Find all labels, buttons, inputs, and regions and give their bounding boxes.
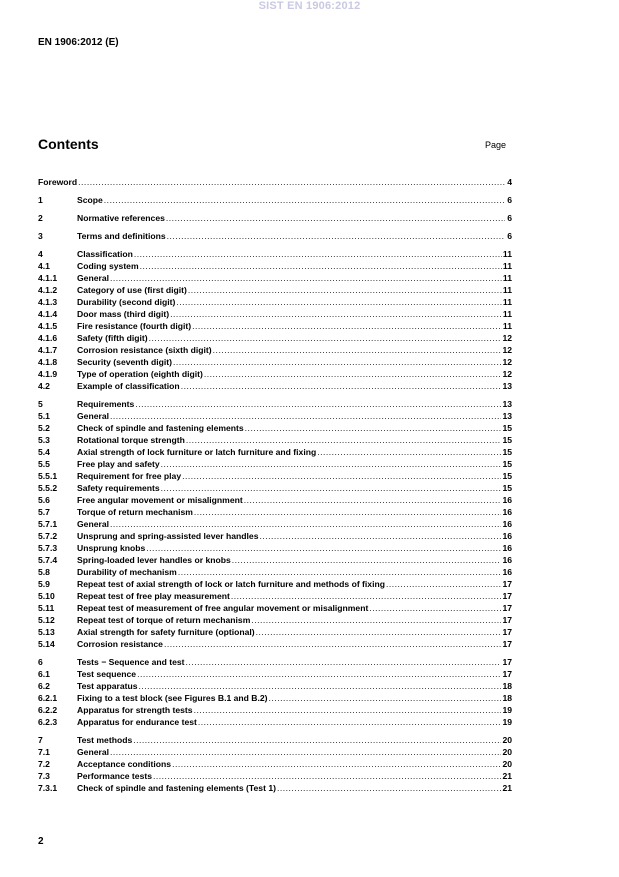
toc-dot-leader <box>369 602 501 614</box>
toc-entry[interactable] <box>38 626 512 638</box>
page-title: Contents <box>38 136 99 152</box>
toc-entry-page: 6 <box>507 195 512 205</box>
toc-entry-title: Free angular movement or misalignment <box>77 495 243 505</box>
toc-entry-number: 6.2 <box>38 681 50 691</box>
toc-entry[interactable] <box>38 230 512 242</box>
toc-entry-page: 19 <box>502 705 512 715</box>
toc-entry[interactable] <box>38 248 512 260</box>
toc-entry[interactable] <box>38 194 512 206</box>
toc-entry-number: 5.1 <box>38 411 50 421</box>
toc-entry-title: Repeat test of free play measurement <box>77 591 230 601</box>
toc-entry[interactable] <box>38 614 512 626</box>
toc-entry[interactable] <box>38 410 512 422</box>
toc-entry-page: 20 <box>502 759 512 769</box>
toc-entry-page: 17 <box>502 591 512 601</box>
toc-dot-leader <box>173 356 501 368</box>
toc-dot-leader <box>213 344 502 356</box>
toc-dot-leader <box>104 194 505 206</box>
toc-entry[interactable] <box>38 470 512 482</box>
toc-entry-number: 5.6 <box>38 495 50 505</box>
toc-dot-leader <box>386 578 501 590</box>
toc-entry-title: Safety (fifth digit) <box>77 333 148 343</box>
toc-entry[interactable] <box>38 212 512 224</box>
toc-entry[interactable] <box>38 398 512 410</box>
toc-entry[interactable] <box>38 734 512 746</box>
toc-entry-number: 5.5.2 <box>38 483 58 493</box>
toc-entry[interactable] <box>38 668 512 680</box>
toc-entry[interactable] <box>38 284 512 296</box>
toc-entry-page: 15 <box>502 483 512 493</box>
toc-dot-leader <box>135 398 501 410</box>
toc-entry[interactable] <box>38 380 512 392</box>
toc-entry-title: Test sequence <box>77 669 137 679</box>
toc-entry[interactable] <box>38 458 512 470</box>
toc-entry[interactable] <box>38 482 512 494</box>
toc-entry-title: Check of spindle and fastening elements <box>77 423 244 433</box>
toc-entry-number: 6.2.3 <box>38 717 58 727</box>
toc-dot-leader <box>194 506 502 518</box>
toc-entry[interactable] <box>38 542 512 554</box>
toc-entry-page: 17 <box>502 627 512 637</box>
toc-entry[interactable] <box>38 530 512 542</box>
toc-entry-title: Free play and safety <box>77 459 160 469</box>
toc-dot-leader <box>167 230 505 242</box>
toc-entry-page: 16 <box>502 567 512 577</box>
toc-entry-page: 11 <box>502 309 512 319</box>
toc-dot-leader <box>269 692 502 704</box>
toc-entry-number: 4.1.9 <box>38 369 58 379</box>
toc-entry-page: 21 <box>502 771 512 781</box>
toc-entry-page: 4 <box>507 177 512 187</box>
toc-dot-leader <box>78 176 505 188</box>
page-number: 2 <box>38 836 44 847</box>
toc-entry-number: 7.1 <box>38 747 50 757</box>
toc-entry[interactable] <box>38 782 512 794</box>
toc-entry[interactable] <box>38 332 512 344</box>
toc-entry-number: 5.7.2 <box>38 531 58 541</box>
toc-entry-page: 11 <box>502 273 512 283</box>
toc-dot-leader <box>134 248 502 260</box>
toc-dot-leader <box>137 668 501 680</box>
toc-entry-title: Repeat test of measurement of free angular movement or misalignment <box>77 603 369 613</box>
toc-entry-title: Normative references <box>77 213 165 223</box>
toc-entry[interactable] <box>38 344 512 356</box>
toc-entry-title: Scope <box>77 195 103 205</box>
toc-entry-page: 16 <box>502 507 512 517</box>
toc-entry-number: 5.7 <box>38 507 50 517</box>
toc-entry-number: 5.7.3 <box>38 543 58 553</box>
toc-entry[interactable] <box>38 716 512 728</box>
toc-entry[interactable] <box>38 692 512 704</box>
toc-entry[interactable] <box>38 494 512 506</box>
toc-dot-leader <box>153 770 501 782</box>
toc-dot-leader <box>170 308 502 320</box>
toc-entry-title: Terms and definitions <box>77 231 166 241</box>
toc-entry-number: 4 <box>38 249 43 259</box>
toc-entry-page: 17 <box>502 639 512 649</box>
toc-entry-number: 4.1.1 <box>38 273 58 283</box>
toc-entry-page: 12 <box>502 357 512 367</box>
toc-entry[interactable] <box>38 680 512 692</box>
toc-entry-number: 5.5.1 <box>38 471 58 481</box>
toc-dot-leader <box>277 782 501 794</box>
toc-dot-leader <box>188 284 502 296</box>
toc-dot-leader <box>232 554 502 566</box>
toc-dot-leader <box>198 716 502 728</box>
toc-entry-title: Door mass (third digit) <box>77 309 170 319</box>
toc-dot-leader <box>172 758 501 770</box>
toc-entry-number: 4.2 <box>38 381 50 391</box>
toc-entry-page: 17 <box>502 603 512 613</box>
toc-entry-title: Test methods <box>77 735 133 745</box>
toc-dot-leader <box>110 518 501 530</box>
toc-entry-title: Apparatus for strength tests <box>77 705 193 715</box>
toc-entry-number: 7.2 <box>38 759 50 769</box>
toc-dot-leader <box>110 410 501 422</box>
toc-entry-title: Type of operation (eighth digit) <box>77 369 203 379</box>
toc-dot-leader <box>244 494 502 506</box>
toc-entry-number: 7.3.1 <box>38 783 58 793</box>
toc-entry-page: 16 <box>502 519 512 529</box>
toc-entry-title: Repeat test of torque of return mechanism <box>77 615 251 625</box>
toc-entry-number: 6 <box>38 657 43 667</box>
toc-entry-number: 7 <box>38 735 43 745</box>
toc-dot-leader <box>245 422 502 434</box>
toc-entry[interactable] <box>38 554 512 566</box>
toc-entry[interactable] <box>38 770 512 782</box>
toc-dot-leader <box>186 434 502 446</box>
toc-dot-leader <box>110 746 501 758</box>
toc-entry-number: 4.1.6 <box>38 333 58 343</box>
toc-entry-number: 5.14 <box>38 639 55 649</box>
toc-entry[interactable] <box>38 176 512 188</box>
toc-entry-title: Requirements <box>77 399 135 409</box>
toc-entry[interactable] <box>38 506 512 518</box>
toc-entry[interactable] <box>38 308 512 320</box>
toc-entry-number: 5.5 <box>38 459 50 469</box>
toc-dot-leader <box>182 470 501 482</box>
toc-entry[interactable] <box>38 758 512 770</box>
toc-dot-leader <box>140 260 502 272</box>
toc-entry[interactable] <box>38 656 512 668</box>
toc-entry-page: 16 <box>502 495 512 505</box>
toc-entry-number: 5.9 <box>38 579 50 589</box>
toc-entry-page: 16 <box>502 531 512 541</box>
toc-dot-leader <box>192 320 502 332</box>
toc-dot-leader <box>231 590 502 602</box>
toc-dot-leader <box>251 614 501 626</box>
toc-entry[interactable] <box>38 260 512 272</box>
toc-dot-leader <box>176 296 502 308</box>
toc-entry-page: 18 <box>502 681 512 691</box>
toc-entry[interactable] <box>38 446 512 458</box>
toc-entry-number: 5.8 <box>38 567 50 577</box>
toc-entry-title: Corrosion resistance <box>77 639 163 649</box>
toc-entry-page: 20 <box>502 747 512 757</box>
toc-entry-title: General <box>77 273 110 283</box>
toc-dot-leader <box>178 566 502 578</box>
toc-entry-title: Axial strength of lock furniture or latch furniture and fixing <box>77 447 317 457</box>
toc-entry-title: Fixing to a test block (see Figures B.1 and B.2) <box>77 693 268 703</box>
toc-entry-page: 12 <box>502 345 512 355</box>
toc-entry-page: 15 <box>502 447 512 457</box>
toc-entry[interactable] <box>38 296 512 308</box>
toc-entry-number: 4.1.2 <box>38 285 58 295</box>
toc-entry-page: 17 <box>502 579 512 589</box>
toc-entry-page: 12 <box>502 369 512 379</box>
toc-entry-title: Acceptance conditions <box>77 759 172 769</box>
toc-entry[interactable] <box>38 746 512 758</box>
page-column-label: Page <box>485 140 507 150</box>
toc-entry[interactable] <box>38 602 512 614</box>
toc-entry-page: 17 <box>502 669 512 679</box>
toc-entry-number: 5.13 <box>38 627 55 637</box>
toc-entry-page: 15 <box>502 471 512 481</box>
toc-entry-title: Rotational torque strength <box>77 435 185 445</box>
toc-entry-number: 7.3 <box>38 771 50 781</box>
toc-entry-number: 5.7.1 <box>38 519 58 529</box>
toc-entry-number: 4.1.5 <box>38 321 58 331</box>
toc-entry[interactable] <box>38 368 512 380</box>
toc-entry-number: 4.1.7 <box>38 345 58 355</box>
toc-entry-number: 5.10 <box>38 591 55 601</box>
toc-entry-number: 5.7.4 <box>38 555 58 565</box>
toc-entry-number: 4.1.4 <box>38 309 58 319</box>
toc-entry-page: 6 <box>507 231 512 241</box>
document-id: EN 1906:2012 (E) <box>38 37 119 48</box>
toc-dot-leader <box>146 542 501 554</box>
toc-entry-number: 5.2 <box>38 423 50 433</box>
toc-entry-number: 5.3 <box>38 435 50 445</box>
toc-dot-leader <box>181 380 502 392</box>
toc-entry-page: 15 <box>502 435 512 445</box>
toc-dot-leader <box>161 482 502 494</box>
toc-entry-title: Repeat test of axial strength of lock or latch furniture and methods of fixing <box>77 579 385 589</box>
toc-dot-leader <box>256 626 502 638</box>
toc-entry-page: 21 <box>502 783 512 793</box>
toc-entry-title: Apparatus for endurance test <box>77 717 197 727</box>
toc-entry-title: Foreword <box>38 177 78 187</box>
toc-entry-title: General <box>77 747 110 757</box>
toc-entry-page: 11 <box>502 249 512 259</box>
toc-entry[interactable] <box>38 590 512 602</box>
toc-entry-number: 4.1.8 <box>38 357 58 367</box>
toc-entry-title: Corrosion resistance (sixth digit) <box>77 345 212 355</box>
toc-entry-page: 19 <box>502 717 512 727</box>
toc-entry-title: Performance tests <box>77 771 152 781</box>
toc-entry-page: 13 <box>502 381 512 391</box>
toc-entry[interactable] <box>38 356 512 368</box>
toc-dot-leader <box>166 212 505 224</box>
watermark: SIST EN 1906:2012 <box>258 0 361 12</box>
toc-entry-title: General <box>77 411 110 421</box>
toc-entry-title: Fire resistance (fourth digit) <box>77 321 192 331</box>
toc-dot-leader <box>317 446 501 458</box>
toc-entry-title: General <box>77 519 110 529</box>
toc-entry-page: 15 <box>502 459 512 469</box>
toc-entry-number: 5 <box>38 399 43 409</box>
toc-entry-number: 5.4 <box>38 447 50 457</box>
toc-entry-title: Unsprung and spring-assisted lever handles <box>77 531 259 541</box>
toc-entry-page: 13 <box>502 411 512 421</box>
toc-entry-page: 11 <box>502 321 512 331</box>
toc-entry-number: 3 <box>38 231 43 241</box>
table-of-contents <box>38 176 512 794</box>
toc-entry-title: Coding system <box>77 261 139 271</box>
toc-entry-number: 6.1 <box>38 669 50 679</box>
toc-entry-title: Requirement for free play <box>77 471 182 481</box>
toc-entry-title: Classification <box>77 249 133 259</box>
toc-entry[interactable] <box>38 518 512 530</box>
toc-dot-leader <box>161 458 502 470</box>
toc-entry-title: Spring-loaded lever handles or knobs <box>77 555 231 565</box>
toc-dot-leader <box>204 368 502 380</box>
toc-entry-number: 4.1 <box>38 261 50 271</box>
toc-entry-page: 11 <box>502 297 512 307</box>
toc-entry-page: 12 <box>502 333 512 343</box>
toc-dot-leader <box>259 530 501 542</box>
toc-entry[interactable] <box>38 422 512 434</box>
toc-entry[interactable] <box>38 320 512 332</box>
toc-entry-page: 15 <box>502 423 512 433</box>
toc-entry-page: 11 <box>502 261 512 271</box>
toc-dot-leader <box>186 656 502 668</box>
toc-entry-number: 4.1.3 <box>38 297 58 307</box>
toc-entry-title: Example of classification <box>77 381 180 391</box>
toc-dot-leader <box>139 680 502 692</box>
toc-entry-page: 13 <box>502 399 512 409</box>
toc-entry[interactable] <box>38 434 512 446</box>
toc-dot-leader <box>164 638 501 650</box>
toc-entry-title: Torque of return mechanism <box>77 507 193 517</box>
toc-entry-page: 17 <box>502 615 512 625</box>
toc-entry-title: Tests − Sequence and test <box>77 657 185 667</box>
toc-entry-page: 18 <box>502 693 512 703</box>
toc-entry-title: Durability (second digit) <box>77 297 176 307</box>
toc-entry[interactable] <box>38 272 512 284</box>
toc-entry-number: 5.12 <box>38 615 55 625</box>
toc-entry[interactable] <box>38 704 512 716</box>
toc-dot-leader <box>149 332 502 344</box>
toc-entry-number: 5.11 <box>38 603 55 613</box>
toc-entry-number: 2 <box>38 213 43 223</box>
toc-entry-title: Security (seventh digit) <box>77 357 173 367</box>
toc-entry-page: 16 <box>502 543 512 553</box>
toc-entry-number: 1 <box>38 195 43 205</box>
toc-entry-page: 16 <box>502 555 512 565</box>
toc-entry[interactable] <box>38 578 512 590</box>
toc-entry-page: 17 <box>502 657 512 667</box>
toc-entry-title: Axial strength for safety furniture (optional) <box>77 627 255 637</box>
toc-entry-number: 6.2.1 <box>38 693 58 703</box>
toc-entry-title: Category of use (first digit) <box>77 285 187 295</box>
toc-entry[interactable] <box>38 566 512 578</box>
toc-entry-page: 11 <box>502 285 512 295</box>
toc-entry-title: Check of spindle and fastening elements (Test 1) <box>77 783 276 793</box>
toc-dot-leader <box>194 704 502 716</box>
toc-dot-leader <box>110 272 502 284</box>
toc-entry-title: Test apparatus <box>77 681 138 691</box>
toc-dot-leader <box>133 734 501 746</box>
toc-entry-title: Durability of mechanism <box>77 567 177 577</box>
toc-entry-number: 6.2.2 <box>38 705 58 715</box>
toc-entry-page: 20 <box>502 735 512 745</box>
toc-entry-page: 6 <box>507 213 512 223</box>
toc-entry[interactable] <box>38 638 512 650</box>
toc-entry-title: Unsprung knobs <box>77 543 146 553</box>
toc-entry-title: Safety requirements <box>77 483 160 493</box>
